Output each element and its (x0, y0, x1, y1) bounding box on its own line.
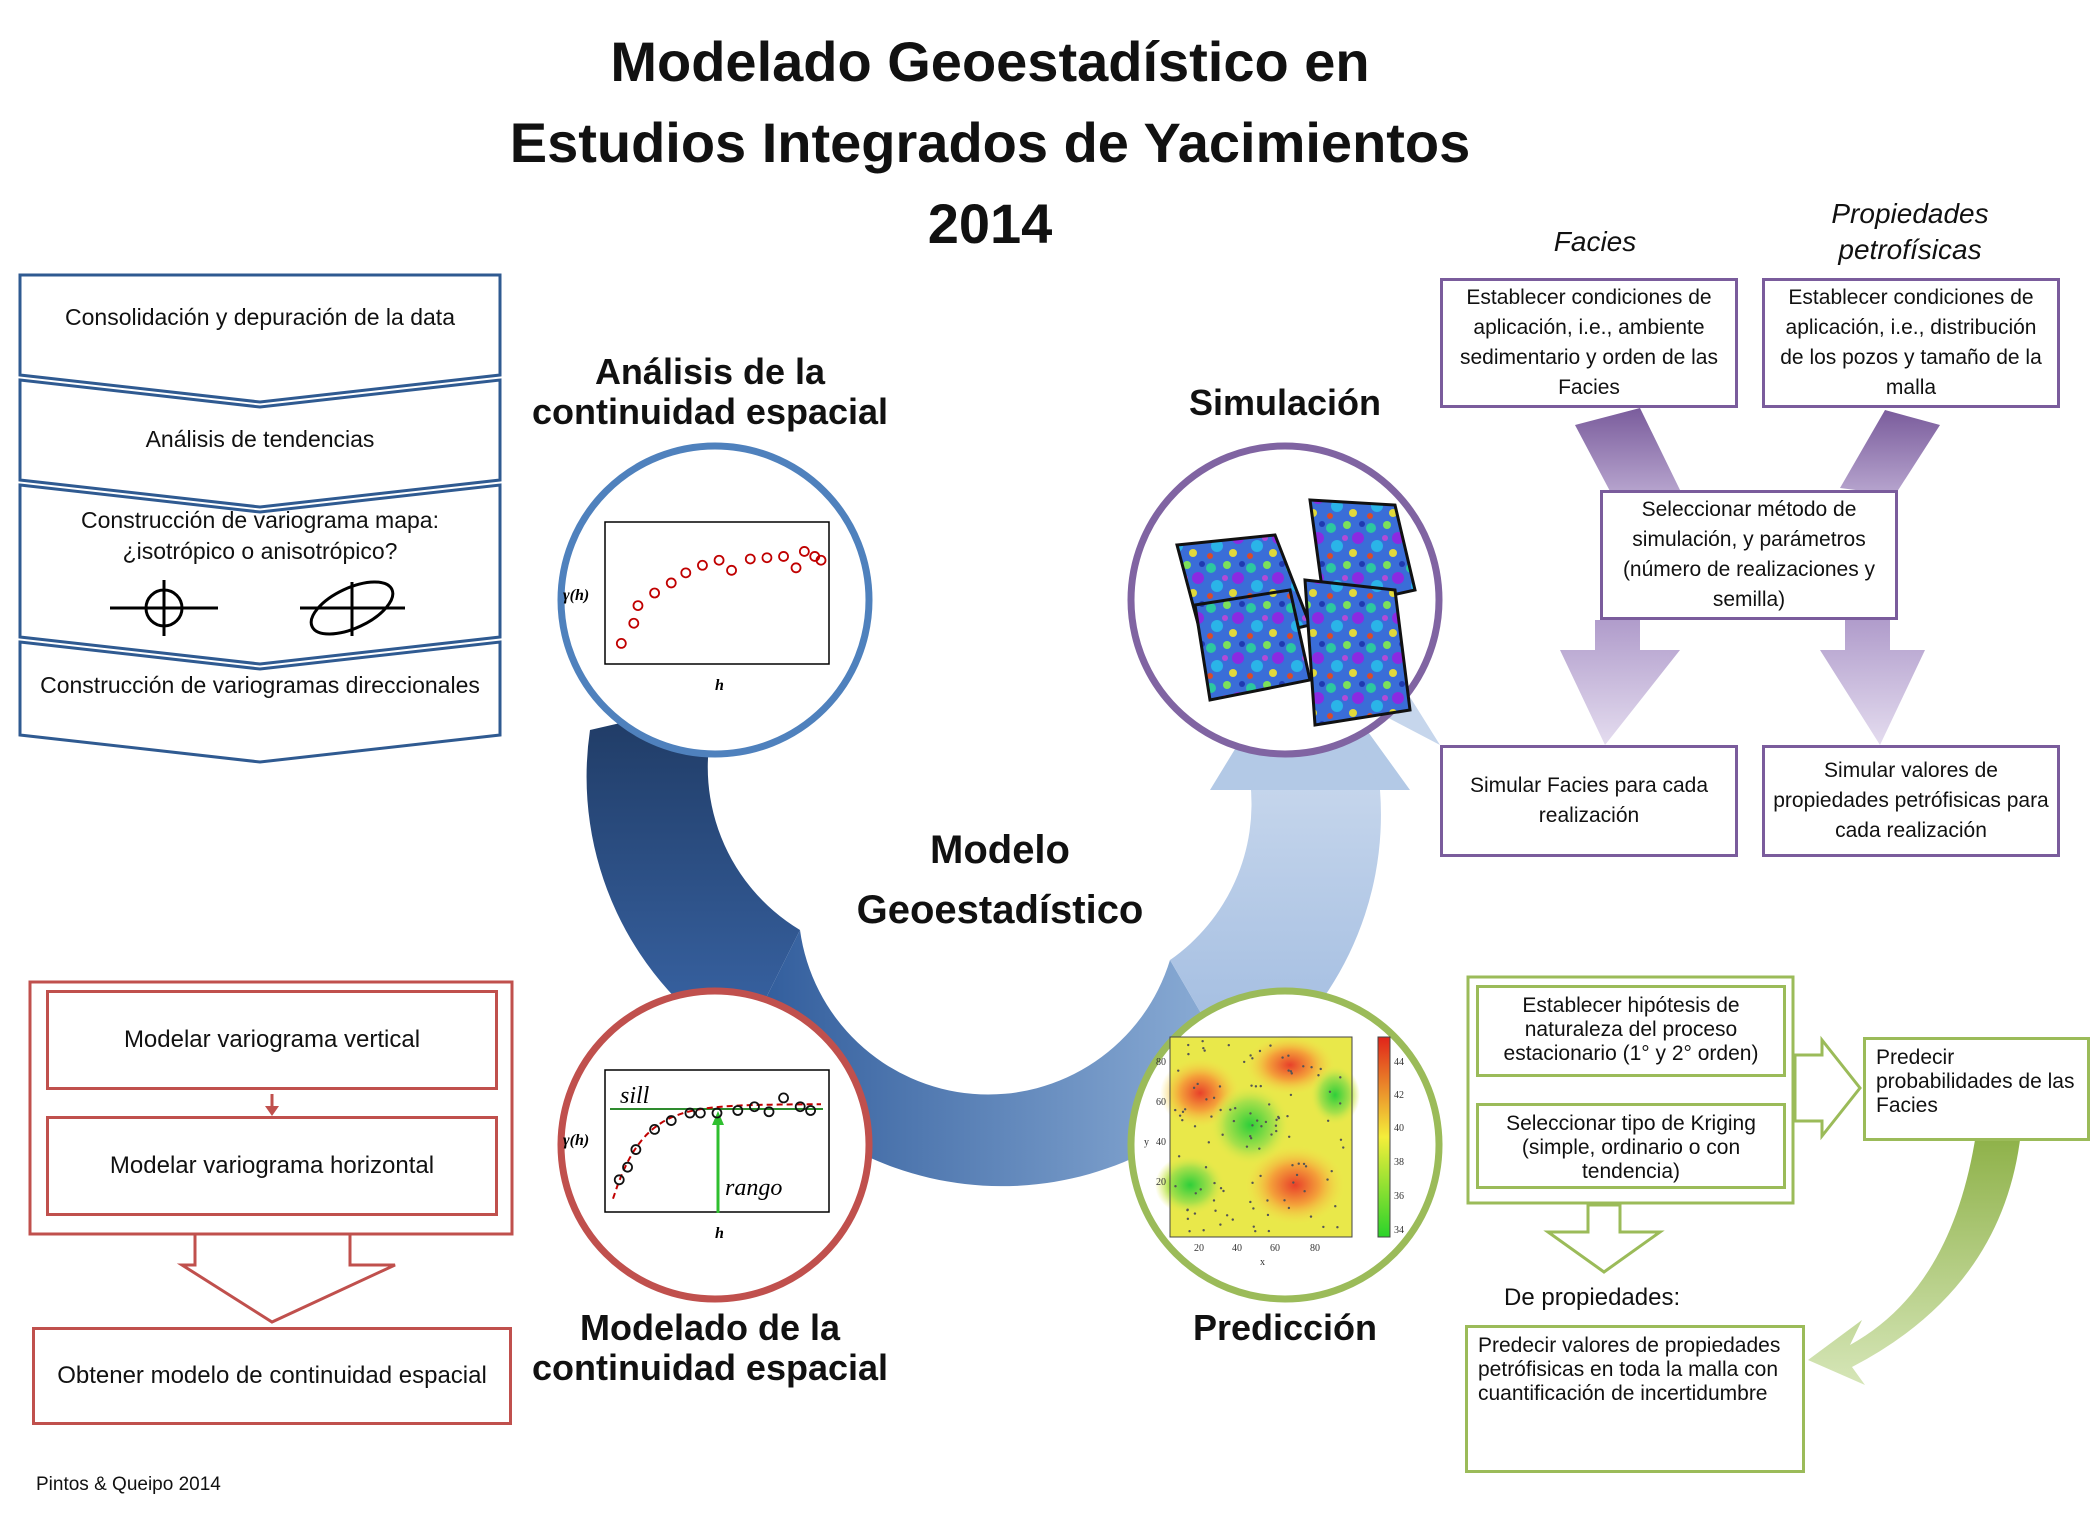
kriging-box: Seleccionar tipo de Kriging (simple, ordinario o con tendencia) (1476, 1103, 1786, 1189)
modeling-step-vertical: Modelar variograma vertical (46, 990, 498, 1090)
predict-props-box: Predecir valores de propiedades petrófisicas en toda la malla con cuantificación de incertidumbre (1465, 1325, 1805, 1473)
variogram-top-ylabel: γ(h) (563, 587, 590, 604)
section-modelado-line1: Modelado de la (579, 1307, 841, 1348)
variogram-bottom-xlabel: h (715, 1225, 724, 1242)
props-conditions-box: Establecer condiciones de aplicación, i.e., distribución de los pozos y tamaño de la malla (1762, 278, 2060, 408)
section-prediccion-title: Predicción (1192, 1307, 1378, 1348)
variogram-analysis-circle (555, 440, 875, 760)
props-header (1760, 196, 2060, 268)
title-year: 2014 (927, 192, 1053, 255)
method-to-facies-sim-arrow (1560, 620, 1680, 745)
title-line-1: Modelado Geoestadístico en (610, 30, 1370, 93)
analysis-step-4: Construcción de variogramas direccionales (40, 672, 480, 698)
variogram-top-frame (605, 522, 829, 664)
realization-4 (1305, 580, 1410, 725)
section-analisis-line2: continuidad espacial (531, 391, 889, 432)
heatmap-xlabel: x (1260, 1257, 1265, 1268)
props-label: De propiedades: (1504, 1284, 1681, 1311)
x-tick-40: 40 (1232, 1243, 1242, 1254)
simulate-props-box: Simular valores de propiedades petrófisicas para cada realización (1762, 745, 2060, 857)
props-to-method-arrow (1840, 410, 1940, 495)
x-tick-20: 20 (1194, 1243, 1204, 1254)
props-header-line2: petrofísicas (1838, 234, 1982, 265)
facies-to-method-arrow (1575, 408, 1680, 495)
analysis-step-3: Construcción de variograma mapa: ¿isotrópico o anisotrópico? (81, 507, 439, 564)
center-label-line2: Geoestadístico (856, 888, 1144, 932)
analysis-step-1: Consolidación y depuración de la data (65, 304, 455, 330)
scale-tick-44: 44 (1394, 1057, 1404, 1068)
section-analisis-line1: Análisis de la (594, 351, 826, 392)
title-line-2: Estudios Integrados de Yacimientos (509, 111, 1471, 174)
y-tick-40: 40 (1156, 1137, 1166, 1148)
modeling-down-arrow (182, 1234, 395, 1322)
heatmap-ylabel: y (1144, 1137, 1149, 1148)
scale-tick-36: 36 (1394, 1191, 1404, 1202)
facies-conditions-box: Establecer condiciones de aplicación, i.e., ambiente sedimentario y orden de las Facies (1440, 278, 1738, 408)
analysis-step-2: Análisis de tendencias (145, 426, 375, 452)
simulation-circle (1125, 440, 1445, 760)
x-tick-80: 80 (1310, 1243, 1320, 1254)
section-modelado-line2: continuidad espacial (531, 1347, 889, 1388)
y-tick-60: 60 (1156, 1097, 1166, 1108)
facies-header: Facies (1553, 226, 1637, 257)
prediction-right-arrow (1795, 1040, 1860, 1136)
modeling-step-result: Obtener modelo de continuidad espacial (32, 1327, 512, 1425)
variogram-bottom-ylabel: γ(h) (563, 1132, 590, 1149)
scale-tick-40: 40 (1394, 1123, 1404, 1134)
heatmap-color-scale (1378, 1037, 1390, 1237)
facies-prob-curved-arrow (1808, 1140, 2020, 1385)
section-simulacion-title: Simulación (1188, 382, 1382, 423)
modeling-step-horizontal: Modelar variograma horizontal (46, 1116, 498, 1216)
variogram-model-circle (555, 985, 875, 1305)
prediction-circle (1120, 985, 1450, 1305)
sill-label: sill (620, 1083, 650, 1109)
x-tick-60: 60 (1270, 1243, 1280, 1254)
scale-tick-42: 42 (1394, 1090, 1404, 1101)
simulation-method-box: Seleccionar método de simulación, y parámetros (número de realizaciones y semilla) (1600, 490, 1898, 620)
hypothesis-box: Establecer hipótesis de naturaleza del proceso estacionario (1° y 2° orden) (1476, 985, 1786, 1077)
analysis-chevron-outline (20, 275, 500, 402)
method-to-props-sim-arrow (1820, 620, 1925, 745)
simulate-facies-box: Simular Facies para cada realización (1440, 745, 1738, 857)
prediction-down-arrow (1548, 1205, 1660, 1272)
props-header-line1: Propiedades (1831, 198, 1989, 229)
range-label: rango (725, 1175, 783, 1201)
center-label-line1: Modelo (930, 828, 1070, 872)
facies-probability-box: Predecir probabilidades de las Facies (1863, 1037, 2090, 1141)
realization-3 (1195, 590, 1310, 700)
section-analisis-title (520, 352, 900, 432)
credit-text: Pintos & Queipo 2014 (36, 1474, 221, 1495)
section-modelado-title (520, 1308, 900, 1388)
y-tick-20: 20 (1156, 1177, 1166, 1188)
y-tick-80: 80 (1156, 1057, 1166, 1068)
scale-tick-38: 38 (1394, 1157, 1404, 1168)
scale-tick-34: 34 (1394, 1225, 1404, 1236)
center-label (820, 820, 1180, 940)
variogram-top-xlabel: h (715, 677, 724, 694)
